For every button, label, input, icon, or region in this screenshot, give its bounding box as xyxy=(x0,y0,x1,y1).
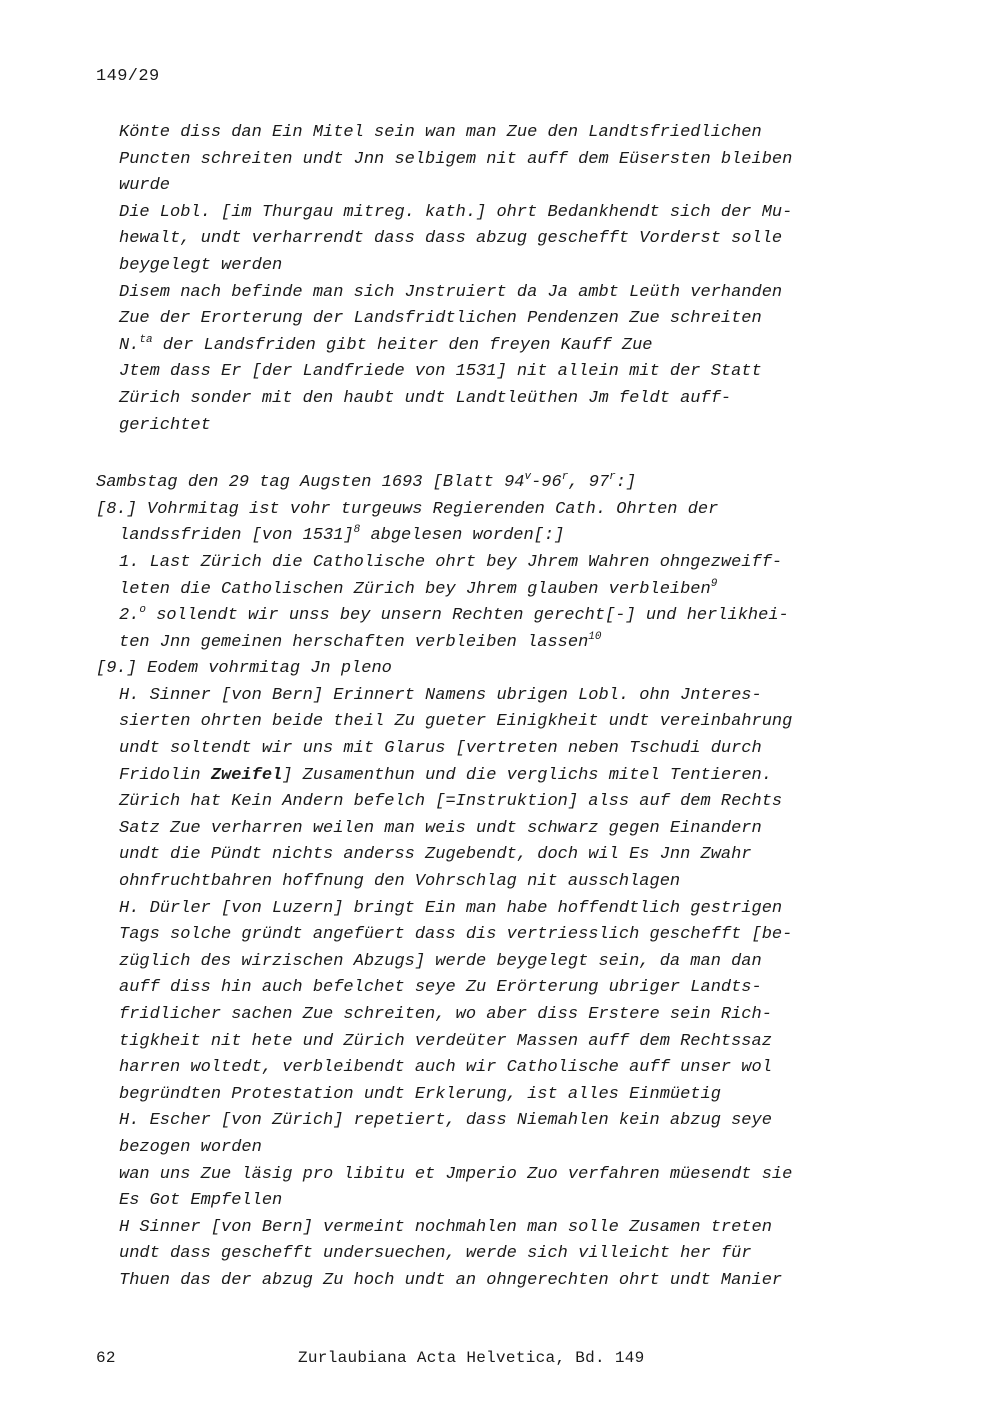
text-line xyxy=(96,763,876,790)
text-line: Könte diss dan Ein Mitel sein wan man Zue den Landtsfriedlichen xyxy=(119,123,762,142)
text-line: harren woltedt, verbleibendt auch wir Catholische auff unser wol xyxy=(119,1058,772,1078)
text-line: Jtem dass Er [der Landfriede von 1531] nit allein mit der Statt xyxy=(119,362,762,382)
text-line: fridlicher sachen Zue schreiten, wo aber diss Erstere sein Rich- xyxy=(119,1005,772,1024)
text-line: Zürich hat Kein Andern befelch [=Instruktion] alss auf dem Rechts xyxy=(119,792,783,812)
text-line xyxy=(96,630,876,657)
text-line: züglich des wirzischen Abzugs] werde beygelegt sein, da man dan xyxy=(119,951,762,971)
text-line: Zürich sonder mit den haubt undt Landtleüthen Jm feldt auff- xyxy=(119,388,732,408)
text-fragment: leten die Catholischen Zürich bey Jhrem glauben verbleiben xyxy=(119,579,711,599)
text-line: H. Dürler [von Luzern] bringt Ein man habe hoffendtlich gestrigen xyxy=(119,898,783,918)
superscript: r xyxy=(561,471,569,484)
text-line: auff diss hin auch befelchet seye Zu Erörterung ubriger Landts- xyxy=(119,978,762,998)
text-fragment: N. xyxy=(119,335,140,355)
text-line: 1. Last Zürich die Catholische ohrt bey Jhrem Wahren ohngezweiff- xyxy=(119,552,783,572)
session-date-heading xyxy=(96,470,876,497)
text-line: tigkheit nit hete und Zürich verdeüter Massen auff dem Rechtssaz xyxy=(119,1031,772,1051)
text-line: sierten ohrten beide theil Zu gueter Einigkheit undt vereinbahrung xyxy=(119,712,793,732)
text-line xyxy=(96,603,876,630)
text-line: undt die Pündt nichts anderss Zugebendt, doch wil Es Jnn Zwahr xyxy=(119,845,752,865)
text-line: undt dass geschefft undersuechen, werde sich villeicht her für xyxy=(119,1244,752,1264)
text-fragment: ] Zusamenthun und die verglichs mitel Tentieren. xyxy=(282,765,772,785)
text-line: H. Sinner [von Bern] Erinnert Namens ubrigen Lobl. ohn Jnteres- xyxy=(119,685,762,705)
text-line: H. Escher [von Zürich] repetiert, dass Niemahlen kein abzug seye xyxy=(119,1111,772,1131)
section-8-line: [8.] Vohrmitag ist vohr turgeuws Regierenden Cath. Ohrten der xyxy=(96,499,719,519)
paragraph-gap xyxy=(96,439,876,470)
text-line: begründten Protestation undt Erklerung, ist alles Einmüetig xyxy=(119,1084,721,1104)
text-fragment: landssfriden [von 1531] xyxy=(119,526,354,546)
text-line: Disem nach befinde man sich Jnstruiert da Ja ambt Leüth verhanden xyxy=(119,282,783,302)
text-fragment: Sambstag den 29 tag Augsten 1693 [Blatt 94 xyxy=(96,473,525,493)
superscript: o xyxy=(139,604,147,617)
text-fragment: der Landsfriden gibt heiter den freyen Kauff Zue xyxy=(152,335,653,355)
text-line: Puncten schreiten undt Jnn selbigem nit auff dem Eüsersten bleiben xyxy=(119,149,793,169)
text-fragment: :] xyxy=(615,473,637,493)
footnote-marker: 8 xyxy=(353,524,361,537)
bold-name: Zweifel xyxy=(210,765,283,785)
text-line: wan uns Zue läsig pro libitu et Jmperio Zuo verfahren müesendt sie xyxy=(119,1164,793,1184)
footnote-marker: 10 xyxy=(588,630,602,643)
page-number: 62 xyxy=(96,1349,116,1367)
text-fragment: sollendt wir unss bey unsern Rechten gerecht[-] und herlikhei- xyxy=(146,606,789,626)
text-line: gerichtet xyxy=(119,415,211,435)
text-fragment: -96 xyxy=(531,473,562,493)
text-line: Tags solche gründt angefüert dass dis vertriesslich geschefft [be- xyxy=(119,925,793,945)
text-line: Satz Zue verharren weilen man weis undt schwarz gegen Einandern xyxy=(119,818,762,838)
footnote-marker: 9 xyxy=(710,577,718,590)
text-line: Thuen das der abzug Zu hoch undt an ohngerechten ohrt undt Manier xyxy=(119,1270,783,1290)
text-fragment: abgelesen worden[:] xyxy=(360,526,565,546)
text-fragment: ten Jnn gemeinen herschaften verbleiben lassen xyxy=(119,632,589,652)
page-identifier: 149/29 xyxy=(96,67,160,86)
text-line: bezogen worden xyxy=(119,1137,262,1157)
source-citation: Zurlaubiana Acta Helvetica, Bd. 149 xyxy=(298,1349,645,1367)
text-line: Zue der Erorterung der Landsfridtlichen Pendenzen Zue schreiten xyxy=(119,309,762,329)
superscript: v xyxy=(524,471,532,484)
superscript: r xyxy=(609,471,616,484)
text-line xyxy=(96,523,876,550)
text-line: H Sinner [von Bern] vermeint nochmahlen man solle Zusamen treten xyxy=(119,1217,772,1237)
text-fragment: 2. xyxy=(119,606,140,626)
text-fragment: , 97 xyxy=(568,473,610,493)
text-line: hewalt, undt verharrendt dass dass abzug geschefft Vorderst solle xyxy=(119,229,783,249)
text-line: ohnfruchtbahren hoffnung den Vohrschlag nit ausschlagen xyxy=(119,872,681,892)
text-line xyxy=(96,333,876,360)
text-fragment: Fridolin xyxy=(119,765,211,785)
section-9-line: [9.] Eodem vohrmitag Jn pleno xyxy=(96,659,392,679)
superscript: ta xyxy=(139,333,153,346)
text-line: Die Lobl. [im Thurgau mitreg. kath.] ohrt Bedankhendt sich der Mu- xyxy=(119,202,793,222)
text-line: undt soltendt wir uns mit Glarus [vertreten neben Tschudi durch xyxy=(119,739,762,759)
transcription-body xyxy=(96,120,876,1295)
text-line: Es Got Empfellen xyxy=(119,1191,283,1211)
text-line: beygelegt werden xyxy=(119,255,283,275)
text-line: wurde xyxy=(119,176,171,196)
text-line xyxy=(96,577,876,604)
